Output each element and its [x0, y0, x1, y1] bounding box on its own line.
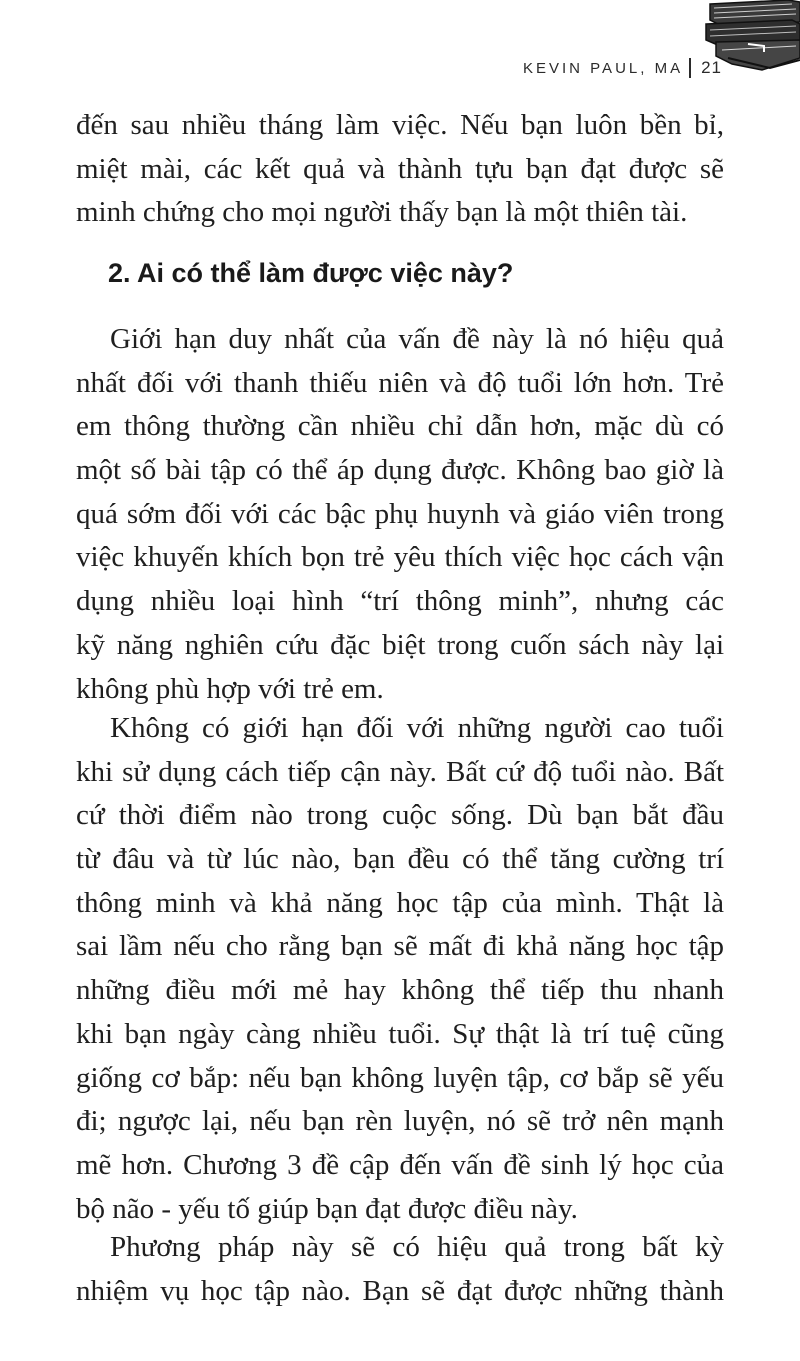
text-line: khi bạn ngày càng nhiều tuổi. Sự thật là trí tuệ cũng [76, 1017, 724, 1050]
page-number: 21 [701, 58, 722, 77]
header-separator [689, 58, 691, 78]
header-author: KEVIN PAUL, MA [522, 59, 684, 77]
text-line: Phương pháp này sẽ có hiệu quả trong bất kỳ [110, 1231, 724, 1263]
text-line: không phù hợp với trẻ em. [76, 672, 384, 705]
text-line: mẽ hơn. Chương 3 đề cập đến vấn đề sinh lý học của [76, 1148, 724, 1181]
text-line: thông minh và khả năng học tập của mình. Thật là [76, 886, 724, 919]
text-line: em thông thường cần nhiều chỉ dẫn hơn, mặc dù có [76, 410, 724, 443]
text-line: việc khuyến khích bọn trẻ yêu thích việc học cách vận [76, 541, 724, 574]
text-line: quá sớm đối với các bậc phụ huynh và giáo viên trong [76, 497, 724, 530]
text-line: một số bài tập có thể áp dụng được. Không bao giờ là [76, 454, 724, 487]
section-heading: 2. Ai có thể làm được việc này? [108, 258, 514, 288]
text-line: bộ não - yếu tố giúp bạn đạt được điều này. [76, 1192, 578, 1225]
text-line: sai lầm nếu cho rằng bạn sẽ mất đi khả năng học tập [76, 930, 724, 963]
text-line: cứ thời điểm nào trong cuộc sống. Dù bạn bắt đầu [76, 799, 724, 832]
text-line: nhiệm vụ học tập nào. Bạn sẽ đạt được những thành [76, 1274, 724, 1307]
text-line: Không có giới hạn đối với những người cao tuổi [110, 712, 724, 744]
text-line: khi sử dụng cách tiếp cận này. Bất cứ độ tuổi nào. Bất [76, 755, 724, 788]
running-header [523, 58, 722, 78]
text-line: dụng nhiều loại hình “trí thông minh”, nhưng các [76, 585, 724, 618]
text-line: Giới hạn duy nhất của vấn đề này là nó hiệu quả [110, 323, 724, 355]
text-line: nhất đối với thanh thiếu niên và độ tuổi lớn hơn. Trẻ [76, 366, 724, 399]
text-line: từ đâu và từ lúc nào, bạn đều có thể tăng cường trí [76, 843, 724, 876]
text-line: kỹ năng nghiên cứu đặc biệt trong cuốn sách này lại [76, 628, 724, 661]
text-line: đến sau nhiều tháng làm việc. Nếu bạn luôn bền bỉ, [76, 109, 724, 141]
paragraph-elderly [76, 707, 724, 1231]
text-line: những điều mới mẻ hay không thể tiếp thu nhanh [76, 974, 724, 1007]
paragraph-method [76, 1226, 724, 1313]
text-line: giống cơ bắp: nếu bạn không luyện tập, cơ bắp sẽ yếu [76, 1061, 724, 1094]
text-line: miệt mài, các kết quả và thành tựu bạn đạt được sẽ [76, 152, 724, 185]
text-line: minh chứng cho mọi người thấy bạn là một thiên tài. [76, 196, 688, 229]
paragraph-limits [76, 318, 724, 711]
paragraph-continued [76, 104, 724, 235]
text-line: đi; ngược lại, nếu bạn rèn luyện, nó sẽ trở nên mạnh [76, 1105, 724, 1138]
